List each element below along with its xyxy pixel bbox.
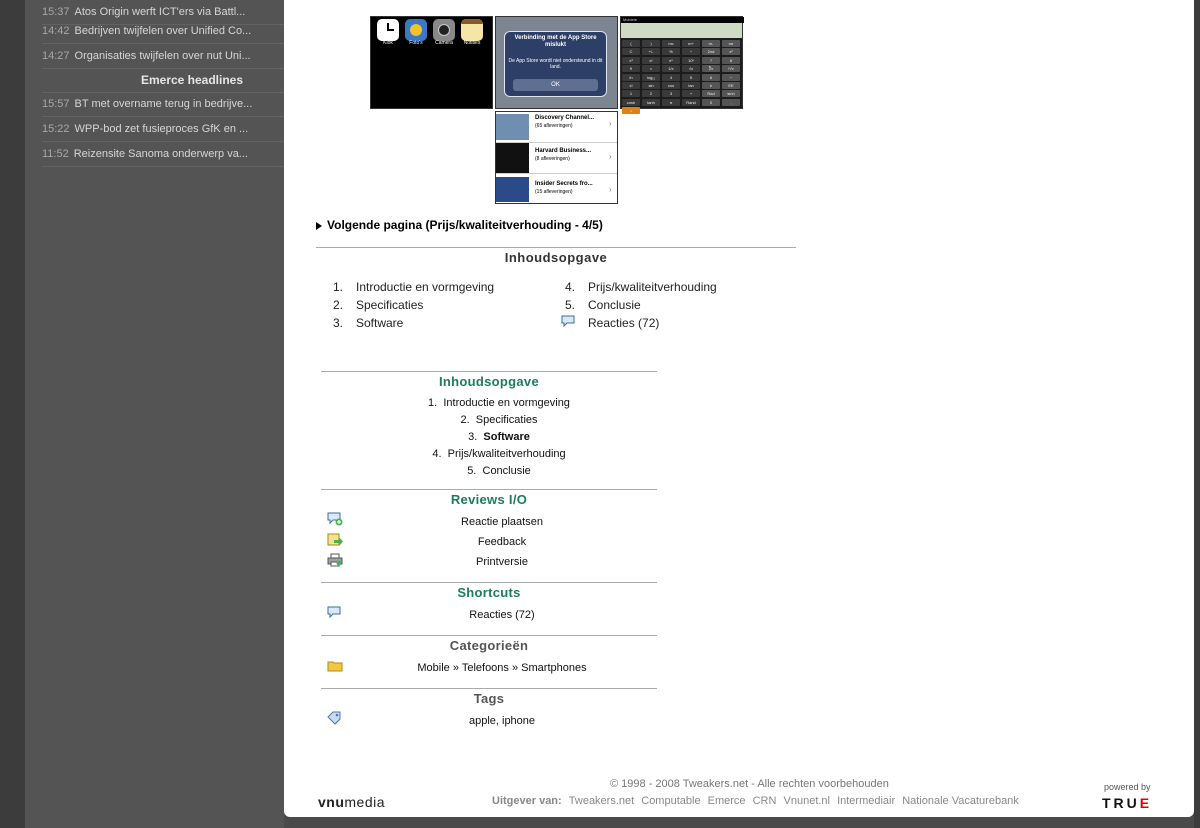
calculator-key: ln [622, 74, 640, 81]
calculator-key: log₁₀ [642, 74, 660, 81]
screenshot-thumbnail[interactable] [495, 111, 618, 204]
breadcrumb-separator: » [511, 662, 519, 674]
publisher-link[interactable]: CRN [752, 795, 777, 807]
news-title[interactable]: Bedrijven twijfelen over Unified Co... [74, 25, 252, 37]
news-time: 11:52 [42, 148, 69, 160]
comment-icon [561, 315, 575, 327]
toc-number: 5. [565, 298, 576, 312]
podcast-image [496, 177, 529, 202]
toc-label[interactable]: Software [356, 316, 404, 330]
toc-item[interactable] [565, 298, 641, 312]
shortcuts-title: Shortcuts [457, 585, 521, 600]
divider [321, 489, 657, 490]
toc-item[interactable] [321, 465, 677, 477]
calculator-key: ) [642, 40, 660, 47]
toc-label[interactable]: Prijs/kwaliteitverhouding [588, 280, 717, 294]
calculator-key: e [702, 82, 720, 89]
chevron-right-icon: › [609, 185, 612, 194]
logo-part: vnu [318, 794, 345, 810]
podcast-row [496, 143, 617, 174]
true-logo[interactable] [1102, 795, 1152, 811]
sidebar-heading: Emerce headlines [42, 68, 342, 93]
publisher-link[interactable]: Nationale Vacaturebank [902, 795, 1019, 807]
toc-item[interactable] [333, 298, 424, 312]
category-link[interactable]: Mobile [417, 662, 450, 674]
icon-label: Notities [463, 40, 481, 46]
calculator-key: C [622, 48, 640, 55]
toc-number: 4. [432, 448, 442, 460]
toc-label[interactable]: Prijs/kwaliteitverhouding [447, 448, 566, 460]
calculator-key: 3 [662, 90, 680, 97]
podcast-title: Insider Secrets fro... [535, 181, 593, 187]
podcast-row [496, 174, 617, 203]
calculator-key: m+ [682, 40, 700, 47]
calculator-key: √x [682, 65, 700, 72]
alert-ok-button: OK [513, 79, 598, 91]
news-time: 14:42 [42, 25, 70, 37]
calculator-key: 4 [662, 74, 680, 81]
breadcrumb-separator: » [452, 662, 459, 674]
publisher-link[interactable]: Emerce [707, 795, 746, 807]
screenshot-thumbnail[interactable] [370, 16, 493, 109]
divider [321, 371, 657, 372]
news-time: 15:22 [42, 123, 70, 135]
reviews-io-title: Reviews I/O [450, 492, 528, 507]
calculator-key: 8 [722, 57, 740, 64]
calculator-key: % [662, 48, 680, 55]
toc-item[interactable] [321, 448, 677, 460]
calculator-key: = [622, 107, 640, 114]
toc-item[interactable] [321, 414, 677, 426]
toc-number: 2. [460, 414, 470, 426]
toc-number: 3. [468, 431, 478, 443]
calculator-key: 5 [682, 74, 700, 81]
calculator-key: 2 [642, 90, 660, 97]
categories-title: Categorieën [449, 638, 529, 653]
calculator-key: + [682, 90, 700, 97]
news-time: 14:27 [42, 50, 70, 62]
calculator-key: tanh [642, 99, 660, 106]
podcast-image [496, 143, 529, 173]
calculator-key: × [642, 65, 660, 72]
news-item[interactable] [42, 142, 284, 167]
toc-number: 1. [428, 397, 438, 409]
chevron-right-icon: › [609, 152, 612, 161]
calculator-key: ( [622, 40, 640, 47]
podcast-count: (15 afleveringen) [535, 189, 573, 195]
sunflower-icon [405, 19, 427, 41]
toc-item[interactable] [333, 280, 495, 294]
next-page-label[interactable]: Volgende pagina (Prijs/kwaliteitverhouding - 4/5) [327, 218, 603, 232]
toc-item[interactable] [333, 316, 404, 330]
calculator-key: ∛x [702, 65, 720, 72]
calculator-key: 1 [622, 90, 640, 97]
category-link[interactable]: Telefoons [461, 662, 509, 674]
news-item[interactable] [42, 44, 284, 69]
calculator-key: ÷ [682, 48, 700, 55]
toc-number: 1. [333, 280, 344, 294]
logo-part: TRU [1102, 795, 1140, 811]
divider [321, 688, 657, 689]
news-title[interactable]: WPP-bod zet fusieproces GfK en ... [74, 123, 249, 135]
camera-icon [433, 19, 455, 41]
calculator-key: − [722, 74, 740, 81]
publisher-link[interactable]: Intermediair [837, 795, 896, 807]
alert-title: Verbinding met de App Store mislukt [514, 35, 597, 48]
icon-label: Klok [383, 40, 393, 46]
calculator-key: 1/x [662, 65, 680, 72]
news-title[interactable]: Organisaties twijfelen over nut Uni... [74, 50, 251, 62]
toc-label: Software [483, 431, 530, 443]
calculator-key: tan [682, 82, 700, 89]
logo-part: E [1139, 795, 1153, 811]
calculator-key: cos [662, 82, 680, 89]
podcast-title: Harvard Business... [535, 148, 592, 154]
alert-dialog [504, 31, 607, 97]
calculator-key: 6 [702, 74, 720, 81]
status-bar: Mobiele [621, 17, 744, 23]
publisher-link[interactable]: Computable [641, 795, 701, 807]
toc-label[interactable]: Reacties (72) [588, 316, 660, 330]
toc-label[interactable]: Introductie en vormgeving [443, 397, 570, 409]
news-item[interactable] [42, 92, 284, 117]
calculator-display [621, 23, 742, 38]
podcast-count: (8 afleveringen) [535, 156, 570, 162]
news-item[interactable] [42, 19, 284, 44]
calculator-key: 0 [702, 99, 720, 106]
left-edge [0, 0, 25, 828]
calculator-key: 9 [622, 65, 640, 72]
podcast-image [496, 114, 529, 140]
calculator-key: mc [662, 40, 680, 47]
news-title[interactable]: BT met overname terug in bedrijve... [74, 98, 253, 110]
toc-title: Inhoudsopgave [504, 250, 608, 265]
calculator-key: π [662, 99, 680, 106]
podcast-title: Discovery Channel... [535, 115, 595, 121]
calculator-key: sinh [722, 90, 740, 97]
divider [316, 247, 796, 248]
right-edge [1194, 0, 1200, 828]
news-title[interactable]: Reizensite Sanoma onderwerp va... [73, 148, 248, 160]
publisher-link[interactable]: Tweakers.net [568, 795, 635, 807]
news-item[interactable] [42, 117, 284, 142]
toc-item[interactable] [565, 280, 717, 294]
publisher-label: Uitgever van: [492, 795, 562, 807]
publisher-link[interactable]: Vnunet.nl [783, 795, 830, 807]
divider [321, 582, 657, 583]
notes-icon [461, 19, 483, 41]
toc-label[interactable]: Introductie en vormgeving [356, 280, 495, 294]
news-title[interactable]: Atos Origin werft ICT'ers via Battl... [74, 6, 246, 18]
calculator-key: x³ [622, 57, 640, 64]
calculator-key: x² [722, 48, 740, 55]
vnu-media-logo[interactable] [318, 794, 385, 810]
chevron-right-icon: › [609, 119, 612, 128]
toc-number: 4. [565, 280, 576, 294]
calculator-key: xʸ [642, 57, 660, 64]
calculator-key: cosh [622, 99, 640, 106]
podcast-count: (65 afleveringen) [535, 123, 573, 129]
calculator-key: , [722, 99, 740, 106]
screenshot-thumbnail[interactable] [495, 16, 618, 109]
category-link[interactable]: Smartphones [521, 662, 587, 674]
calculator-key: m- [702, 40, 720, 47]
alert-text: De App Store wordt niet ondersteund in dit land. [508, 58, 603, 70]
calculator-key: Rand [682, 99, 700, 106]
podcast-row [496, 112, 617, 143]
toc-label[interactable]: Specificaties [475, 414, 538, 426]
toc-number: 2. [333, 298, 344, 312]
copyright-text: © 1998 - 2008 Tweakers.net - Alle rechten voorbehouden [610, 778, 889, 790]
news-time: 15:57 [42, 98, 70, 110]
tags-title: Tags [473, 691, 505, 706]
logo-part: media [344, 794, 386, 810]
calculator-key: sin [642, 82, 660, 89]
toc-number: 5. [467, 465, 477, 477]
toc-item[interactable] [321, 397, 677, 409]
feedback-link[interactable]: Feedback [477, 536, 527, 548]
category-path [321, 662, 683, 674]
icon-label: Camera [435, 40, 453, 46]
news-time: 15:37 [42, 6, 70, 18]
clock-icon [377, 19, 399, 41]
toc-box-title: Inhoudsopgave [439, 374, 539, 389]
calculator-key: x! [622, 82, 640, 89]
calculator-key: mr [722, 40, 740, 47]
calculator-key: 7 [702, 57, 720, 64]
triangle-right-icon [316, 222, 322, 230]
icon-label: Foto's [409, 40, 423, 46]
calculator-key: 2nd [702, 48, 720, 55]
calculator-key: eˣ [662, 57, 680, 64]
calculator-key: Rad [702, 90, 720, 97]
calculator-key: 10ˣ [682, 57, 700, 64]
toc-label[interactable]: Specificaties [356, 298, 424, 312]
calculator-key: EE [722, 82, 740, 89]
divider [321, 635, 657, 636]
next-page-link[interactable] [316, 218, 603, 232]
toc-item-current [321, 431, 677, 443]
toc-label[interactable]: Conclusie [588, 298, 641, 312]
print-version-link[interactable]: Printversie [476, 556, 528, 568]
screenshot-thumbnail[interactable] [620, 16, 743, 114]
publisher-list [492, 795, 1019, 807]
toc-number: 3. [333, 316, 344, 330]
powered-by-text: powered by [1104, 782, 1151, 792]
toc-label[interactable]: Conclusie [482, 465, 531, 477]
post-comment-link[interactable]: Reactie plaatsen [461, 516, 543, 528]
tags-links[interactable]: apple, iphone [468, 715, 536, 727]
comments-shortcut-link[interactable]: Reacties (72) [469, 609, 535, 621]
calculator-key: ʸ√x [722, 65, 740, 72]
calculator-key: +/- [642, 48, 660, 55]
